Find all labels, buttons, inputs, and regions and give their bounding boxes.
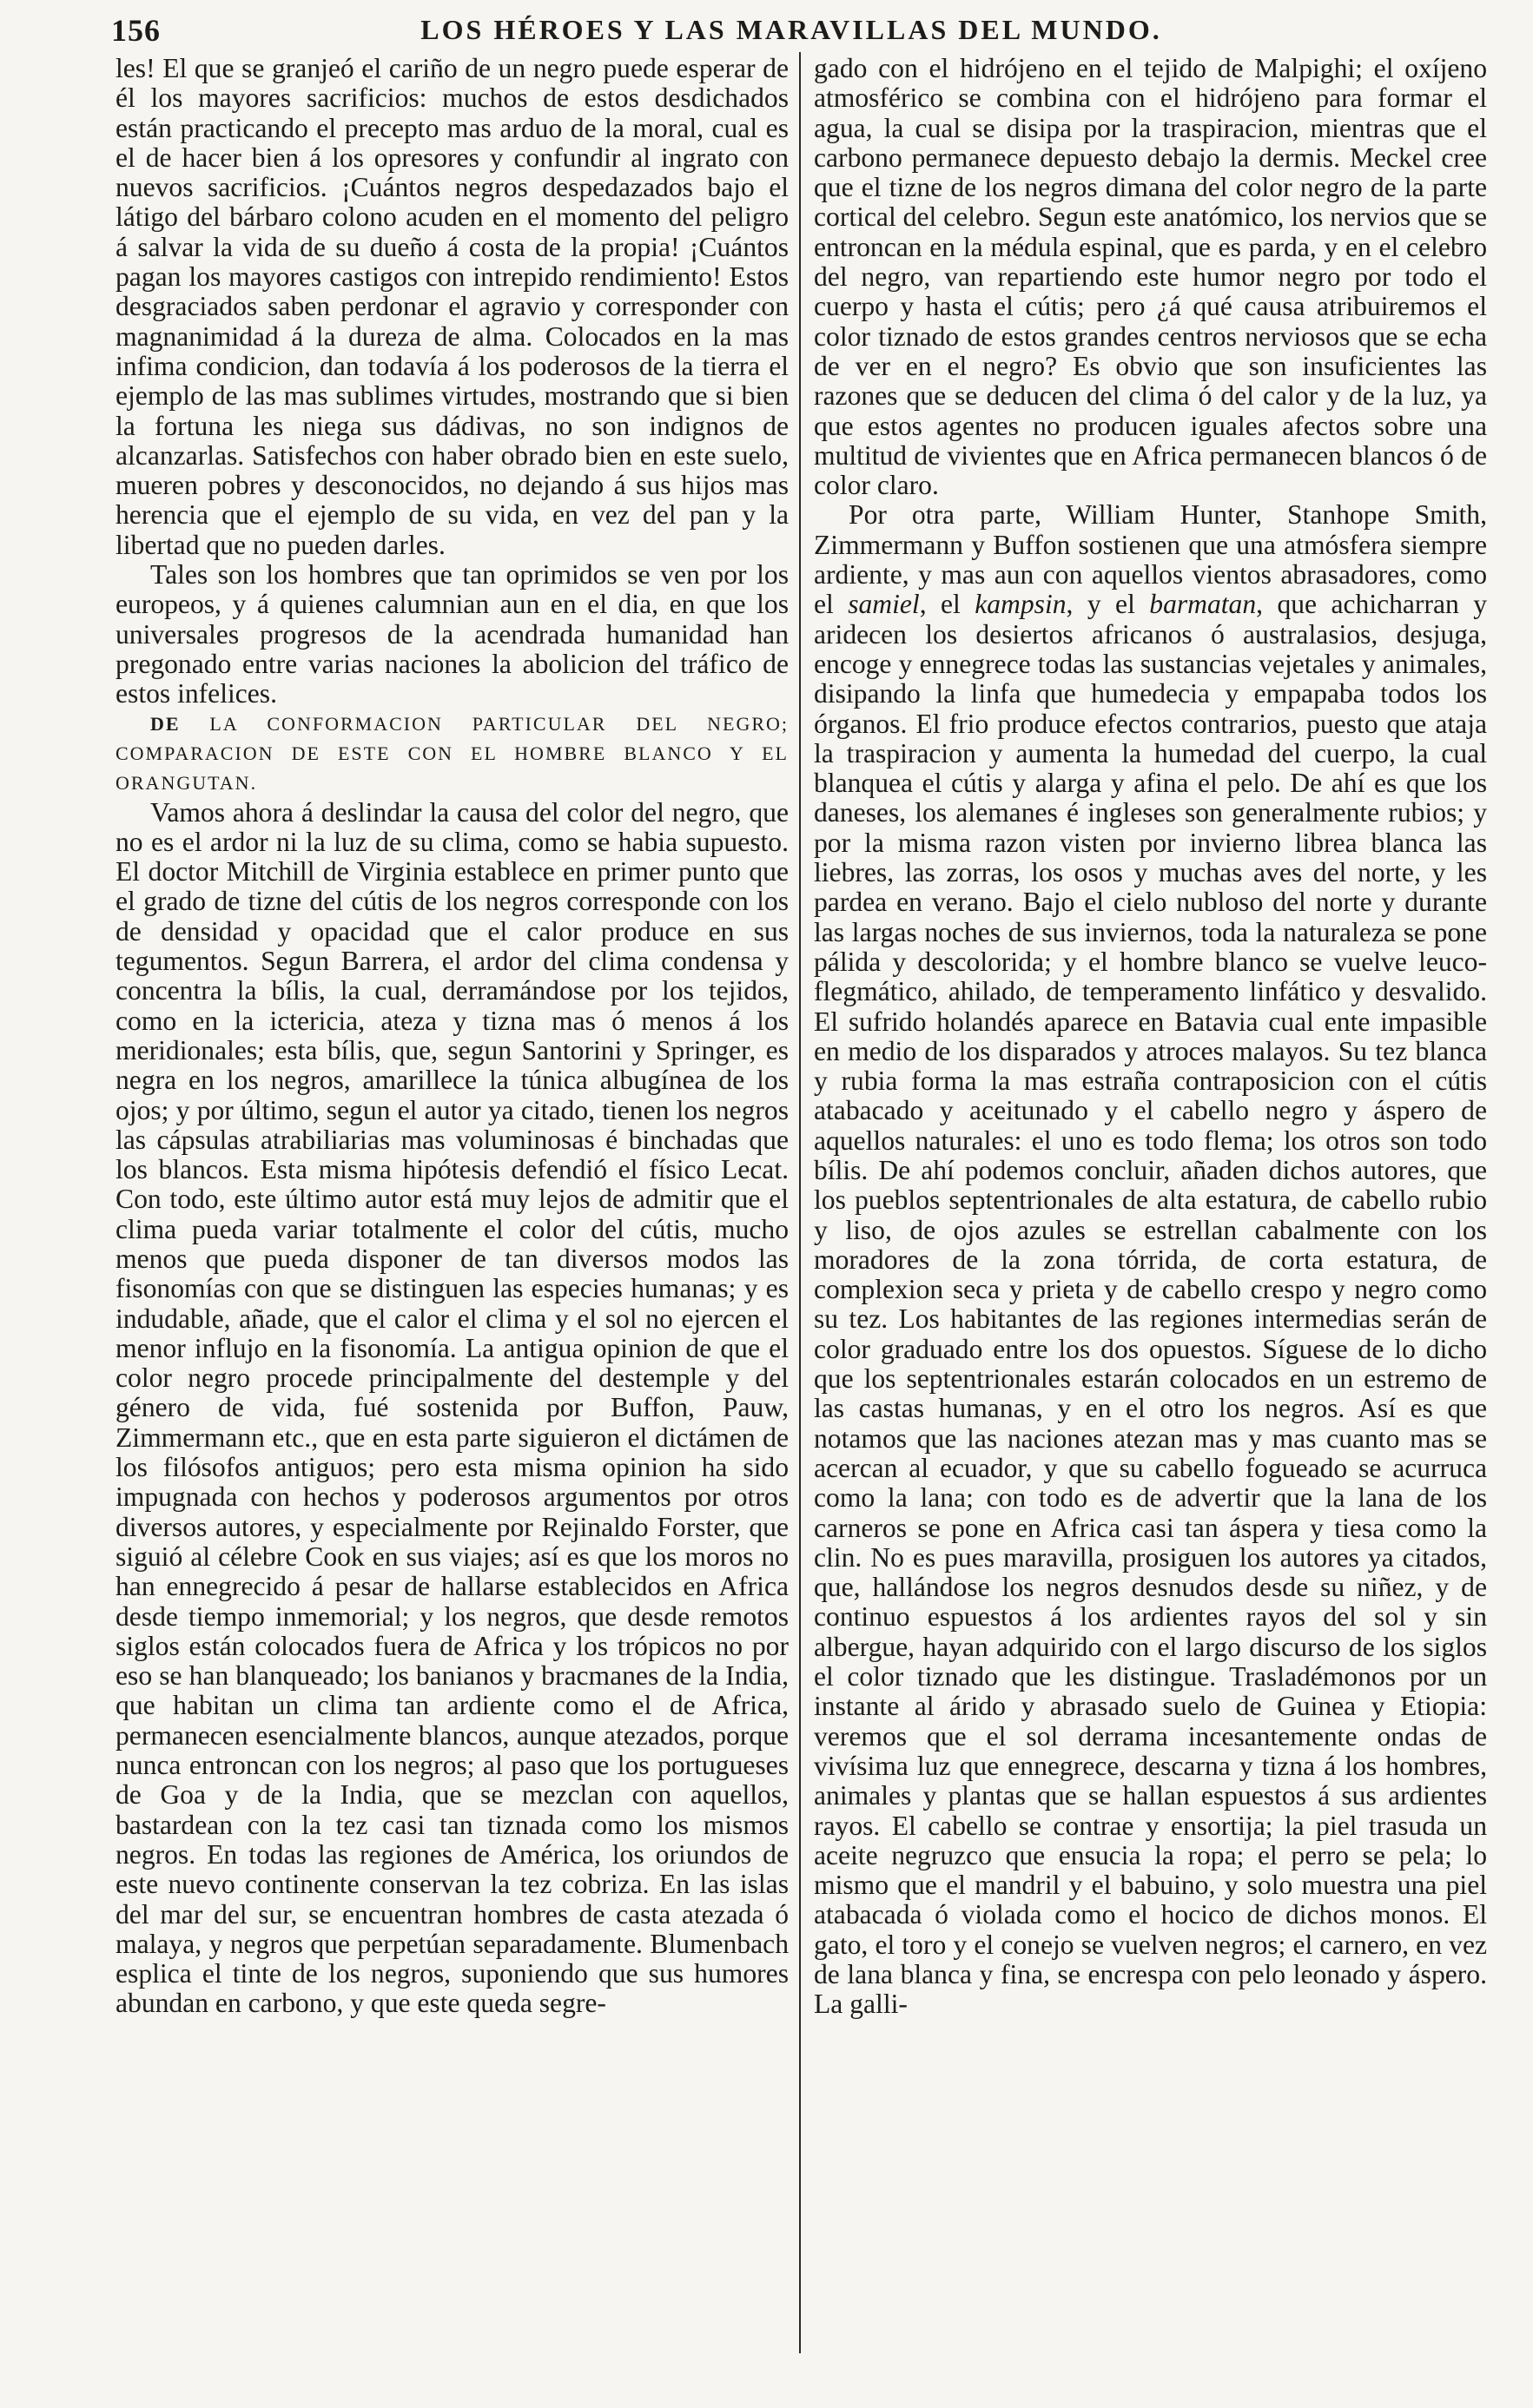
section-heading-first-word: DE: [150, 712, 181, 735]
paragraph: gado con el hidrójeno en el tejido de Malpighi; el oxíjeno atmosférico se combina con el hidrójeno para formar el agua, la cual se disipa por la traspiracion, mientras que el carbono permanece depuesto debajo la dermis. Meckel cree que el tizne de los negros dimana del color negro de la parte cortical del celebro. Segun este anatómico, los nervios que se entroncan en la médula espinal, que es parda, y en el celebro del negro, van repartiendo este humor negro por todo el cuerpo y hasta el cútis; pero ¿á qué causa atribuiremos el color tiznado de estos grandes centros nerviosos que se echa de ver en el negro? Es obvio que son insuficientes las razones que se deducen del clima ó del calor y de la luz, ya que estos agentes no producen iguales afectos sobre una multitud de vivientes que en Africa permanecen blancos ó de color claro.: [814, 53, 1487, 501]
left-column: [116, 54, 789, 2019]
wind-name: barmatan: [1149, 589, 1257, 620]
section-heading: [116, 709, 789, 798]
right-column: [814, 54, 1487, 2020]
paragraph: Por otra parte, William Hunter, Stanhope Smith, Zimmermann y Buffon sostienen que una atmósfera siempre ardiente, y mas aun con aquellos vientos abrasadores, como el samiel, el kampsin, y el barmatan, que achicharran y aridecen los desiertos africanos ó australasios, desjuga, encoge y ennegrece todas las sustancias vejetales y animales, disipando la linfa que humedecia y empapaba todos los órganos. El frio produce efectos contrarios, puesto que ataja la traspiracion y aumenta la humedad del cuerpo, la cual blanquea el cútis y alarga y afina el pelo. De ahí es que los daneses, los alemanes é ingleses son generalmente rubios; y por la misma razon visten por invierno librea blanca las liebres, las zorras, los osos y muchas aves del norte, y les pardea en verano. Bajo el cielo nubloso del norte y durante las largas noches de sus inviernos, toda la naturaleza se pone pálida y descolorida; y el hombre blanco se vuelve leuco-flegmático, ahilado, de temperamento linfático y desvalido. El sufrido holandés aparece en Batavia cual ente impasible en medio de los disparados y atroces malayos. Su tez blanca y rubia forma la mas estraña contraposicion con el cútis atabacado y aceitunado y el cabello negro y áspero de aquellos naturales: el uno es todo flema; los otros son todo bílis. De ahí podemos concluir, añaden dichos autores, que los pueblos septentrionales de alta estatura, de cabello rubio y liso, de ojos azules se estrellan cabalmente con los moradores de la zona tórrida, de corta estatura, de complexion seca y prieta y de cabello crespo y negro como su tez. Los habitantes de las regiones intermedias serán de color graduado entre los dos opuestos. Síguese de lo dicho que los septentrionales estarán colocados en un estremo de las castas humanas, y en el otro los negros. Así es que notamos que las naciones atezan mas y mas cuanto mas se acercan al ecuador, y que su cabello fogueado se acurruca como la lana; con todo es de advertir que la lana de los carneros se pone en Africa casi tan áspera y tiesa como la clin. No es pues maravilla, prosiguen los autores ya citados, que, hallándose los negros desnudos desde su niñez, y de continuo espuestos á los ardientes rayos del sol y sin albergue, hayan adquirido con el largo discurso de los siglos el color tiznado que les distingue. Trasladémonos por un instante al árido y abrasado suelo de Guinea y Etiopia: veremos que el sol derrama incesantemente ondas de vivísima luz que ennegrece, descarna y tizna á los hombres, animales y plantas que se hallan espuestos á sus ardientes rayos. El cabello se contrae y ensortija; la piel trasuda un aceite negruzco que ensucia la ropa; el perro se pela; lo mismo que el mandril y el babuino, y solo muestra una piel atabacada ó violada como el hocico de dichos monos. El gato, el toro y el conejo se vuelven negros; el carnero, en vez de lana blanca y fina, se encrespa con pelo leonado y áspero. La galli-: [814, 499, 1487, 2020]
paragraph: Vamos ahora á deslindar la causa del color del negro, que no es el ardor ni la luz de su clima, como se habia supuesto. El doctor Mitchill de Virginia establece en primer punto que el grado de tizne del cútis de los negros corresponde con los de densidad y opacidad que el calor produce en sus tegumentos. Segun Barrera, el ardor del clima condensa y concentra la bílis, la cual, derramándose por los tejidos, como en la ictericia, ateza y tizna mas ó menos á los meridionales; esta bílis, que, segun Santorini y Springer, es negra en los negros, amarillece la túnica albugínea de los ojos; y por último, segun el autor ya citado, tienen los negros las cápsulas atrabiliarias mas voluminosas é binchadas que los blancos. Esta misma hipótesis defendió el físico Lecat. Con todo, este último autor está muy lejos de admitir que el clima pueda variar totalmente el color del cútis, mucho menos que pueda disponer de tan diversos modos las fisonomías con que se distinguen las especies humanas; y es indudable, añade, que el calor el clima y el sol no ejercen el menor influjo en la fisonomía. La antigua opinion de que el color negro procede principalmente del destemple y del género de vida, fué sostenida por Buffon, Pauw, Zimmermann etc., que en esta parte siguieron el dictámen de los filósofos antiguos; pero esta misma opinion ha sido impugnada con hechos y poderosos argumentos por otros diversos autores, y especialmente por Rejinaldo Forster, que siguió al célebre Cook en sus viajes; así es que los moros no han ennegrecido á pesar de hallarse establecidos en Africa desde tiempo inmemorial; y los negros, que desde remotos siglos están colocados fuera de Africa y los trópicos no por eso se han blanqueado; los banianos y bracmanes de la India, que habitan un clima tan ardiente como el de Africa, permanecen esencialmente blancos, aunque atezados, porque nunca entroncan con los negros; al paso que los portugueses de Goa y de la India, que se mezclan con aquellos, bastardean con la tez casi tan tiznada como los mismos negros. En todas las regiones de América, los oriundos de este nuevo continente conservan la tez cobriza. En las islas del mar del sur, se encuentran hombres de casta atezada ó malaya, y negros que perpetúan separadamente. Blumenbach esplica el tinte de los negros, suponiendo que sus humores abundan en carbono, y que este queda segre-: [116, 796, 789, 2019]
column-divider: [799, 52, 801, 2353]
section-heading-text: LA CONFORMACION PARTICULAR DEL NEGRO; COMPARACION DE ESTE CON EL HOMBRE BLANCO Y EL ORANGUTAN.: [116, 712, 790, 794]
paragraph: les! El que se granjeó el cariño de un negro puede esperar de él los mayores sacrificios: muchos de estos desdichados están practicando el precepto mas arduo de la moral, cual es el de hacer bien á los opresores y confundir al ingrato con nuevos sacrificios. ¡Cuántos negros despedazados bajo el látigo del bárbaro colono acuden en el momento del peligro á salvar la vida de su dueño á costa de la propia! ¡Cuántos pagan los mayores castigos con intrepido rendimiento! Estos desgraciados saben perdonar el agravio y corresponder con magnanimidad á la dureza de alma. Colocados en la mas infima condicion, dan todavía á los poderosos de la tierra el ejemplo de las mas sublimes virtudes, mostrando que si bien la fortuna les niega sus dádivas, no son indignos de alcanzarlas. Satisfechos con haber obrado bien en este suelo, mueren pobres y desconocidos, no dejando á sus hijos mas herencia que el ejemplo de su vida, en vez del pan y la libertad que no pueden darles.: [116, 53, 789, 560]
wind-name: kampsin: [975, 589, 1067, 620]
page-header: [111, 12, 1471, 57]
wind-name: samiel: [848, 589, 920, 620]
page-number: 156: [111, 13, 161, 48]
paragraph: Tales son los hombres que tan oprimidos se ven por los europeos, y á quienes calumnian aun en el dia, en que los universales progresos de la acendrada humanidad han pregonado entre varias naciones la abolicion del tráfico de estos infelices.: [116, 559, 789, 709]
running-title: LOS HÉROES Y LAS MARAVILLAS DEL MUNDO.: [420, 14, 1162, 45]
paragraph-text: Por otra parte, William Hunter, Stanhope Smith, Zimmermann y Buffon sostienen que una atmósfera siempre ardiente, y mas aun con aquellos vientos abrasadores, como el: [814, 499, 1487, 620]
paragraph-text: que achicharran y aridecen los desiertos africanos ó australasios, desjuga, encoge y ennegrece todas las sustancias vejetales y animales, disipando la linfa que humedecia y empapaba todos los órganos. El frio produce efectos contrarios, puesto que ataja la traspiracion y aumenta la humedad del cuerpo, la cual blanquea el cútis y alarga y afina el pelo. De ahí es que los daneses, los alemanes é ingleses son generalmente rubios; y por la misma razon visten por invierno librea blanca las liebres, las zorras, los osos y muchas aves del norte, y les pardea en verano. Bajo el cielo nubloso del norte y durante las largas noches de sus inviernos, toda la naturaleza se pone pálida y descolorida; y el hombre blanco se vuelve leuco-flegmático, ahilado, de temperamento linfático y desvalido. El sufrido holandés aparece en Batavia cual ente impasible en medio de los disparados y atroces malayos. Su tez blanca y rubia forma la mas estraña contraposicion con el cútis atabacado y aceitunado y el cabello negro y áspero de aquellos naturales: el uno es todo flema; los otros son todo bílis. De ahí podemos concluir, añaden dichos autores, que los pueblos septentrionales de alta estatura, de cabello rubio y liso, de ojos azules se estrellan cabalmente con los moradores de la zona tórrida, de corta estatura, de complexion seca y prieta y de cabello crespo y negro como su tez. Los habitantes de las regiones intermedias serán de color graduado entre los dos opuestos. Síguese de lo dicho que los septentrionales estarán colocados en un estremo de las castas humanas, y en el otro los negros. Así es que notamos que las naciones atezan mas y mas cuanto mas se acercan al ecuador, y que su cabello fogueado se acurruca como la lana; con todo es de advertir que la lana de los carneros se pone en Africa casi tan áspera y tiesa como la clin. No es pues maravilla, prosiguen los autores ya citados, que, hallándose los negros desnudos desde su niñez, y de continuo espuestos á los ardientes rayos del sol y sin albergue, hayan adquirido con el largo discurso de los siglos el color tiznado que les distingue. Trasladémonos por un instante al árido y abrasado suelo de Guinea y Etiopia: veremos que el sol derrama incesantemente ondas de vivísima luz que ennegrece, descarna y tizna á los hombres, animales y plantas que se hallan espuestos á sus ardientes rayos. El cabello se contrae y ensortija; la piel trasuda un aceite negruzco que ensucia la ropa; el perro se pela; lo mismo que el mandril y el babuino, y solo muestra una piel atabacada ó violada como el hocico de dichos monos. El gato, el toro y el conejo se vuelven negros; el carnero, en vez de lana blanca y fina, se encrespa con pelo leonado y áspero. La galli-: [814, 589, 1487, 2020]
